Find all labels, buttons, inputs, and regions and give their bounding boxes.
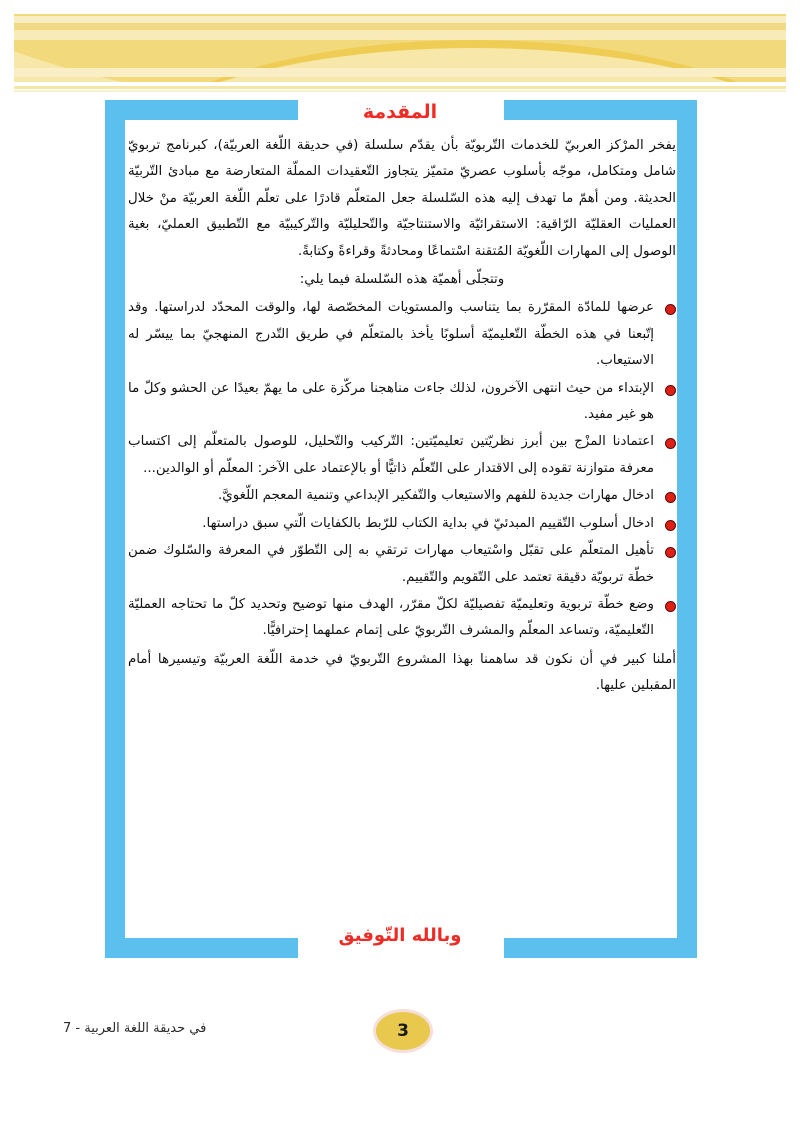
bullet-dot-icon bbox=[665, 385, 676, 396]
page-title: المقدمة bbox=[362, 101, 438, 123]
bullet-dot-icon bbox=[665, 601, 676, 612]
list-item bbox=[128, 592, 676, 645]
bullet-dot-icon bbox=[665, 438, 676, 449]
footer-book-title: في حديقة اللغة العربية - 7 bbox=[63, 1021, 207, 1036]
bullet-dot-icon bbox=[665, 520, 676, 531]
header-stripe-4 bbox=[14, 68, 786, 77]
header-stripe-2 bbox=[14, 24, 786, 28]
list-item-text: عرضها للمادّة المقرّرة بما يتناسب والمستويات المخصّصة لها، والوقت المحدّد لدراستها. وقد إتّبعنا في هذه الخطّة التّعليميّة أسلوبًا يأخذ بالمتعلّم في طريق التّدرج المنهجيّ بما ييسّر له الاستيعاب. bbox=[128, 300, 654, 369]
list-item-text: ادخال أسلوب التّقييم المبدئيّ في بداية الكتاب للرّبط بالكفايات الّتي سبق دراستها. bbox=[202, 515, 654, 531]
list-item bbox=[128, 376, 676, 429]
bullet-dot-icon bbox=[665, 547, 676, 558]
list-item-text: وضع خطّة تربوية وتعليميّة تفصيليّة لكلّ مقرّر، الهدف منها توضيح وتحديد كلّ ما تحتاجه العمليّة التّعليميّة، وتساعد المعلّم والمشرف التّربويّ على إتمام عملهما إحترافيًّا. bbox=[128, 596, 654, 639]
header-rule-secondary bbox=[14, 90, 786, 92]
header-rule-primary bbox=[14, 86, 786, 89]
page-number-badge: 3 bbox=[376, 1012, 430, 1050]
list-item bbox=[128, 429, 676, 482]
list-item bbox=[128, 511, 676, 537]
list-item-text: اعتمادنا المزْج بين أبرز نظريّتين تعليميّتين: التّركيب والتّحليل، للوصول بالمتعلّم إلى اكتساب معرفة متوازنة تقوده إلى الاقتدار على التّعلّم ذاتيًّا أو بالإعتماد على الآخر: المعلّم أو الوالدين... bbox=[128, 434, 654, 476]
bullet-dot-icon bbox=[665, 492, 676, 503]
list-item-text: الإبتداء من حيث انتهى الآخرون، لذلك جاءت مناهجنا مركّزة على ما يهمّ بعيدًا عن الحشو وكلّ ما هو غير مفيد. bbox=[128, 380, 654, 423]
page-body bbox=[128, 133, 676, 923]
list-item bbox=[128, 295, 676, 374]
list-item bbox=[128, 483, 676, 509]
frame-edge-left bbox=[105, 100, 125, 958]
decorative-header-band bbox=[14, 14, 786, 82]
closing-paragraph: أملنا كبير في أن نكون قد ساهمنا بهذا المشروع التّربويّ في خدمة اللّغة العربيّة وتيسيرها أمام المقبلين عليها. bbox=[128, 651, 676, 694]
list-item-text: تأهيل المتعلّم على تقبّل واسْتيعاب مهارات ترتقي به إلى التّطوّر في المعرفة والسّلوك ضمن خطّة تربويّة دقيقة تعتمد على التّقويم والتّقييم. bbox=[128, 543, 654, 585]
closing-phrase: وبالله التّوفيق bbox=[338, 925, 462, 946]
header-stripe-1 bbox=[14, 16, 786, 23]
intro-paragraph-1: يفخر المرْكز العربيّ للخدمات التّربويّة بأن يقدّم سلسلة (في حديقة اللّغة العربيّة)، كبرنامج تربويّ شامل ومتكامل، موجّه بأسلوب عصريّ متميّز يتجاوز التّعقيدات المملّة المتعارضة مع مبادئ التّربيّة الحديثة. ومن أهمّ ما تهدف إليه هذه السّلسلة جعل المتعلّم قادرًا على تعلّم اللّغة العربيّة منْ خلال العمليات العقليّة الرّاقية: الاستقرائيّة والاستنتاجيّة والتّحليليّة والتّركيبيّة مع التّطبيق العمليّ، بغية الوصول إلى المهارات اللّغويّة المُتقنة اسْتماعًا ومحادثةً وقراءةً وكتابةً. bbox=[128, 138, 676, 259]
list-item bbox=[128, 538, 676, 591]
frame-edge-right bbox=[677, 100, 697, 958]
header-stripe-3 bbox=[14, 30, 786, 40]
bullet-dot-icon bbox=[665, 304, 676, 315]
intro-paragraph-2: وتتجلّى أهميّة هذه السّلسلة فيما يلي: bbox=[299, 272, 505, 288]
list-item-text: ادخال مهارات جديدة للفهم والاستيعاب والتّفكير الإبداعي وتنمية المعجم اللّغويَّ. bbox=[217, 488, 654, 504]
